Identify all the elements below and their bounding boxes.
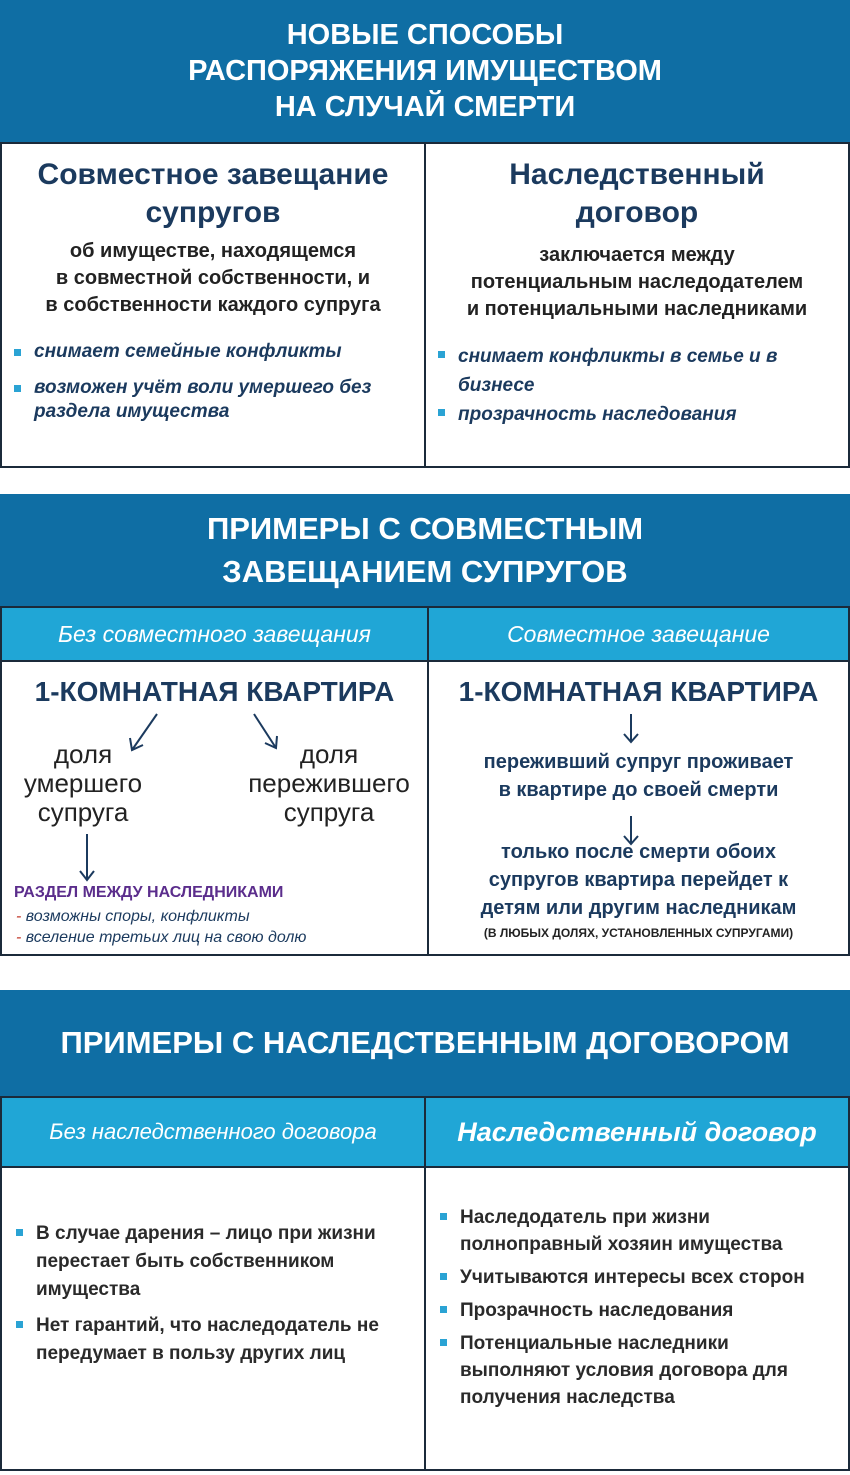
inheritance-contract-desc-line-1: заключается между — [539, 244, 735, 266]
joint-will-desc-line-3: в собственности каждого супруга — [45, 294, 381, 316]
with-joint-will-header — [427, 606, 850, 662]
transfer-line-1: только после смерти обоих — [501, 841, 776, 863]
without-contract-panel — [0, 1166, 426, 1471]
survivor-share-line-2: пережившего — [248, 768, 410, 798]
conflict-note-2-text: вселение третьих лиц на свою долю — [25, 929, 307, 946]
joint-will-examples-line-2: ЗАВЕЩАНИЕМ СУПРУГОВ — [222, 554, 628, 589]
joint-will-desc-line-1: об имуществе, находящемся — [69, 240, 357, 262]
inheritance-contract-examples-line-1: ПРИМЕРЫ С НАСЛЕДСТВЕННЫМ ДОГОВОРОМ — [60, 1024, 790, 1060]
transfer-line-3: детям или другим наследникам — [480, 897, 797, 919]
list-item: Прозрачность наследования — [436, 1297, 840, 1324]
main-title-line-2: РАСПОРЯЖЕНИЯ ИМУЩЕСТВОМ — [188, 54, 662, 87]
list-item: прозрачность наследования — [434, 400, 814, 429]
deceased-share-line-2: умершего — [23, 768, 143, 798]
main-title-banner — [0, 0, 850, 142]
joint-will-benefits — [10, 340, 418, 424]
inheritance-contract-description — [426, 242, 848, 323]
survivor-share-line-3: супруга — [283, 797, 375, 827]
main-title-line-1: НОВЫЕ СПОСОБЫ — [286, 18, 564, 51]
inheritance-contract-title — [426, 156, 848, 232]
with-contract-header-text: Наследственный договор — [457, 1116, 817, 1147]
without-joint-will-header — [0, 606, 429, 662]
with-joint-will-panel — [427, 660, 850, 956]
joint-will-card — [0, 142, 426, 468]
inheritance-contract-desc-line-3: и потенциальными наследниками — [466, 298, 808, 320]
with-contract-points — [436, 1204, 840, 1411]
shares-footnote: (В ЛЮБЫХ ДОЛЯХ, УСТАНОВЛЕННЫХ СУПРУГАМИ) — [483, 926, 794, 940]
joint-will-title — [2, 156, 424, 232]
transfer-text — [429, 838, 848, 922]
survivor-residence-text — [429, 748, 848, 804]
joint-will-description — [2, 238, 424, 319]
with-joint-will-header-text: Совместное завещание — [507, 620, 770, 647]
list-item: возможен учёт воли умершего без раздела имущества — [10, 376, 418, 424]
survivor-share — [234, 740, 424, 827]
inheritance-contract-title-line-2: договор — [575, 196, 699, 229]
inheritance-contract-benefits — [434, 342, 814, 429]
list-item: В случае дарения – лицо при жизни перестает быть собственником имущества — [12, 1220, 414, 1304]
main-title-line-3: НА СЛУЧАЙ СМЕРТИ — [274, 91, 576, 124]
list-item: снимает семейные конфликты — [10, 340, 418, 364]
deceased-share-line-3: супруга — [37, 797, 129, 827]
list-item: снимает конфликты в семье и в бизнесе — [434, 342, 814, 400]
without-joint-will-header-text: Без совместного завещания — [58, 620, 371, 647]
division-label: РАЗДЕЛ МЕЖДУ НАСЛЕДНИКАМИ — [14, 884, 284, 901]
joint-will-examples-banner — [0, 494, 850, 606]
inheritance-contract-examples-banner — [0, 990, 850, 1096]
transfer-line-2: супругов квартира перейдет к — [488, 869, 789, 891]
conflict-note-1: - возможны споры, конфликты — [16, 908, 250, 925]
deceased-share-line-1: доля — [53, 739, 113, 769]
without-joint-will-panel — [0, 660, 429, 956]
list-item: Нет гарантий, что наследодатель не передумает в пользу других лиц — [12, 1312, 414, 1368]
deceased-share — [8, 740, 158, 827]
survivor-share-line-1: доля — [299, 739, 359, 769]
inheritance-contract-card — [424, 142, 850, 468]
conflict-note-2: - вселение третьих лиц на свою долю — [16, 929, 307, 946]
with-contract-header — [424, 1096, 850, 1168]
joint-will-title-line-1: Совместное завещание — [37, 158, 389, 191]
list-item: Наследодатель при жизни полноправный хозяин имущества — [436, 1204, 840, 1258]
list-item: Учитываются интересы всех сторон — [436, 1264, 840, 1291]
inheritance-contract-desc-line-2: потенциальным наследодателем — [470, 271, 804, 293]
apartment-label: 1-КОМНАТНАЯ КВАРТИРА — [34, 676, 395, 707]
inheritance-contract-title-line-1: Наследственный — [509, 158, 765, 191]
without-contract-header — [0, 1096, 426, 1168]
joint-will-desc-line-2: в совместной собственности, и — [55, 267, 371, 289]
without-contract-header-text: Без наследственного договора — [49, 1119, 377, 1144]
apartment-label: 1-КОМНАТНАЯ КВАРТИРА — [458, 676, 819, 707]
with-contract-panel — [424, 1166, 850, 1471]
joint-will-examples-line-1: ПРИМЕРЫ С СОВМЕСТНЫМ — [206, 510, 644, 546]
survivor-residence-line-1: переживший супруг проживает — [483, 751, 794, 773]
list-item: Потенциальные наследники выполняют условия договора для получения наследства — [436, 1330, 840, 1411]
without-contract-points — [12, 1220, 414, 1368]
survivor-residence-line-2: в квартире до своей смерти — [498, 779, 779, 801]
joint-will-title-line-2: супругов — [145, 196, 281, 229]
conflict-note-1-text: возможны споры, конфликты — [25, 908, 250, 925]
conflict-notes — [16, 906, 421, 948]
